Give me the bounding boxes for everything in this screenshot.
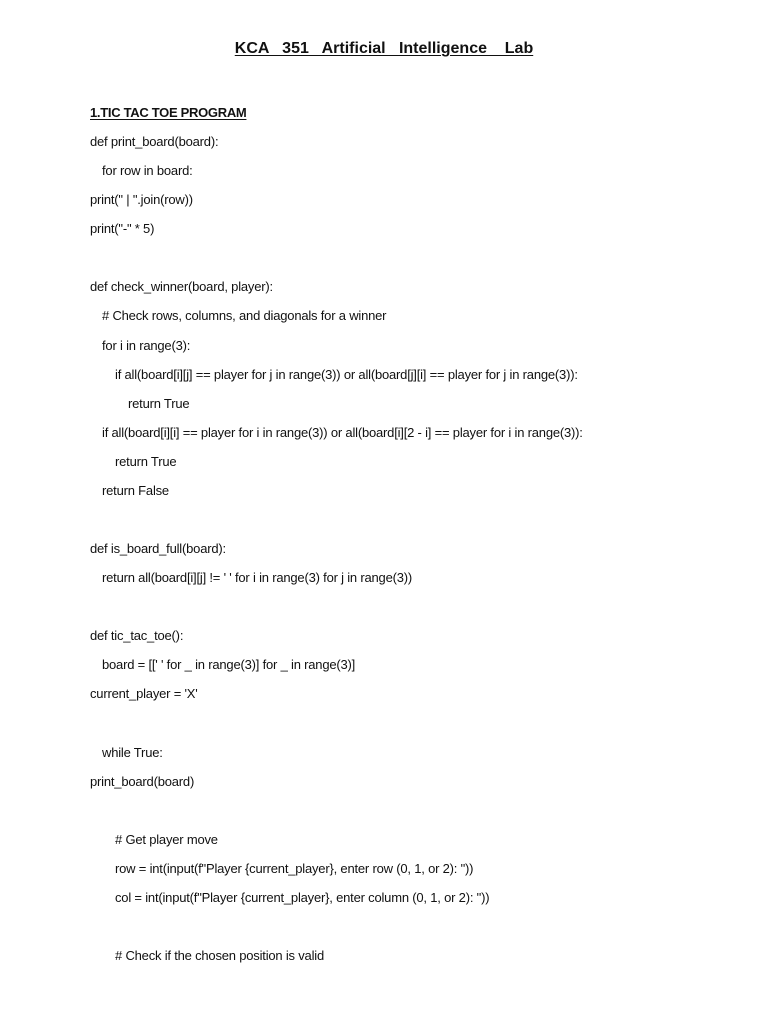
code-line: def check_winner(board, player):	[90, 279, 273, 294]
code-line: current_player = 'X'	[90, 686, 198, 701]
code-line: board = [[' ' for _ in range(3)] for _ in range(3)]	[102, 657, 356, 672]
code-line: col = int(input(f"Player {current_player}, enter column (0, 1, or 2): "))	[115, 890, 490, 905]
code-line: def tic_tac_toe():	[90, 628, 184, 643]
code-line: return False	[102, 483, 169, 498]
code-line: row = int(input(f"Player {current_player}, enter row (0, 1, or 2): "))	[115, 861, 474, 876]
code-line: if all(board[i][j] == player for j in range(3)) or all(board[j][i] == player for j in range(3)):	[115, 367, 578, 382]
code-line: print(" | ".join(row))	[90, 192, 193, 207]
code-line: if all(board[i][i] == player for i in range(3)) or all(board[i][2 - i] == player for i in range(3)):	[102, 425, 583, 440]
code-line: # Check rows, columns, and diagonals for a winner	[102, 308, 387, 323]
code-line: while True:	[102, 745, 163, 760]
code-line: for i in range(3):	[102, 338, 191, 353]
code-line: return True	[115, 454, 177, 469]
code-line: print_board(board)	[90, 774, 195, 789]
code-line: for row in board:	[102, 163, 193, 178]
code-line: # Get player move	[115, 832, 218, 847]
section-heading: 1.TIC TAC TOE PROGRAM	[90, 105, 247, 120]
document-title-text: KCA 351 Artificial Intelligence Lab	[234, 40, 534, 57]
code-line: return True	[128, 396, 190, 411]
code-line: print("-" * 5)	[90, 221, 155, 236]
code-line: def is_board_full(board):	[90, 541, 226, 556]
document-title	[0, 40, 768, 58]
code-line: # Check if the chosen position is valid	[115, 948, 324, 963]
code-line: def print_board(board):	[90, 134, 219, 149]
code-line: return all(board[i][j] != ' ' for i in range(3) for j in range(3))	[102, 570, 413, 585]
